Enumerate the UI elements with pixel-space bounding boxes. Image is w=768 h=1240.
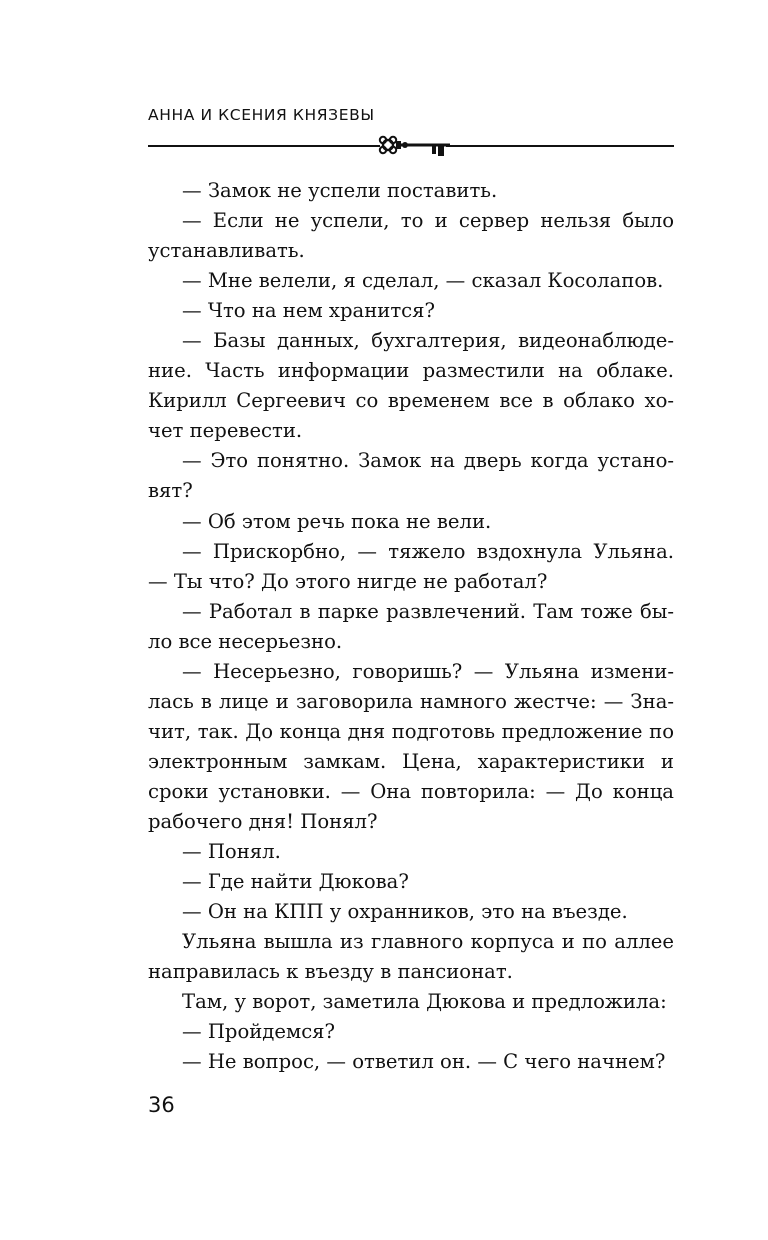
- paragraph: — Работал в парке развлечений. Там тоже было все несерьезно.: [148, 599, 674, 653]
- paragraph: — Об этом речь пока не вели.: [182, 509, 492, 533]
- paragraph: — Где найти Дюкова?: [182, 870, 409, 894]
- paragraph: — Не вопрос, — ответил он. — С чего начнем?: [182, 1050, 666, 1074]
- page-number: 36: [148, 1093, 175, 1117]
- body-text: [148, 176, 674, 1077]
- paragraph: — Понял.: [182, 840, 281, 864]
- paragraph: — Что на нем хранится?: [182, 299, 435, 323]
- paragraph: — Мне велели, я сделал, — сказал Косолапов.: [182, 269, 664, 293]
- key-icon: [378, 131, 450, 159]
- header-rule-right: [446, 145, 674, 147]
- running-head: АННА И КСЕНИЯ КНЯЗЕВЫ: [148, 106, 375, 124]
- paragraph: — Он на КПП у охранников, это на въезде.: [182, 900, 628, 924]
- paragraph: — Несерьезно, говоришь? — Ульяна изменилась в лице и заговорила намного жестче: — Значит, так. До конца дня подготовь предложение по электронным замкам. Цена, характеристики и сроки установки. — Она повторила: — До конца рабочего дня! Понял?: [148, 659, 674, 833]
- paragraph: — Если не успели, то и сервер нельзя было устанавливать.: [148, 209, 674, 263]
- paragraph: — Прискорбно, — тяжело вздохнула Ульяна. — Ты что? До этого нигде не работал?: [148, 539, 674, 593]
- paragraph: — Пройдемся?: [182, 1020, 336, 1044]
- header-rule-left: [148, 145, 380, 147]
- paragraph: — Замок не успели поставить.: [182, 179, 498, 202]
- paragraph: — Базы данных, бухгалтерия, видеонаблюдение. Часть информации разместили на облаке. Кирилл Сергеевич со временем все в облако хочет перевести.: [148, 329, 674, 443]
- paragraph: Ульяна вышла из главного корпуса и по аллее направилась к въезду в пансионат.: [148, 930, 674, 984]
- paragraph: — Это понятно. Замок на дверь когда установят?: [148, 449, 674, 503]
- paragraph: Там, у ворот, заметила Дюкова и предложила:: [182, 990, 667, 1014]
